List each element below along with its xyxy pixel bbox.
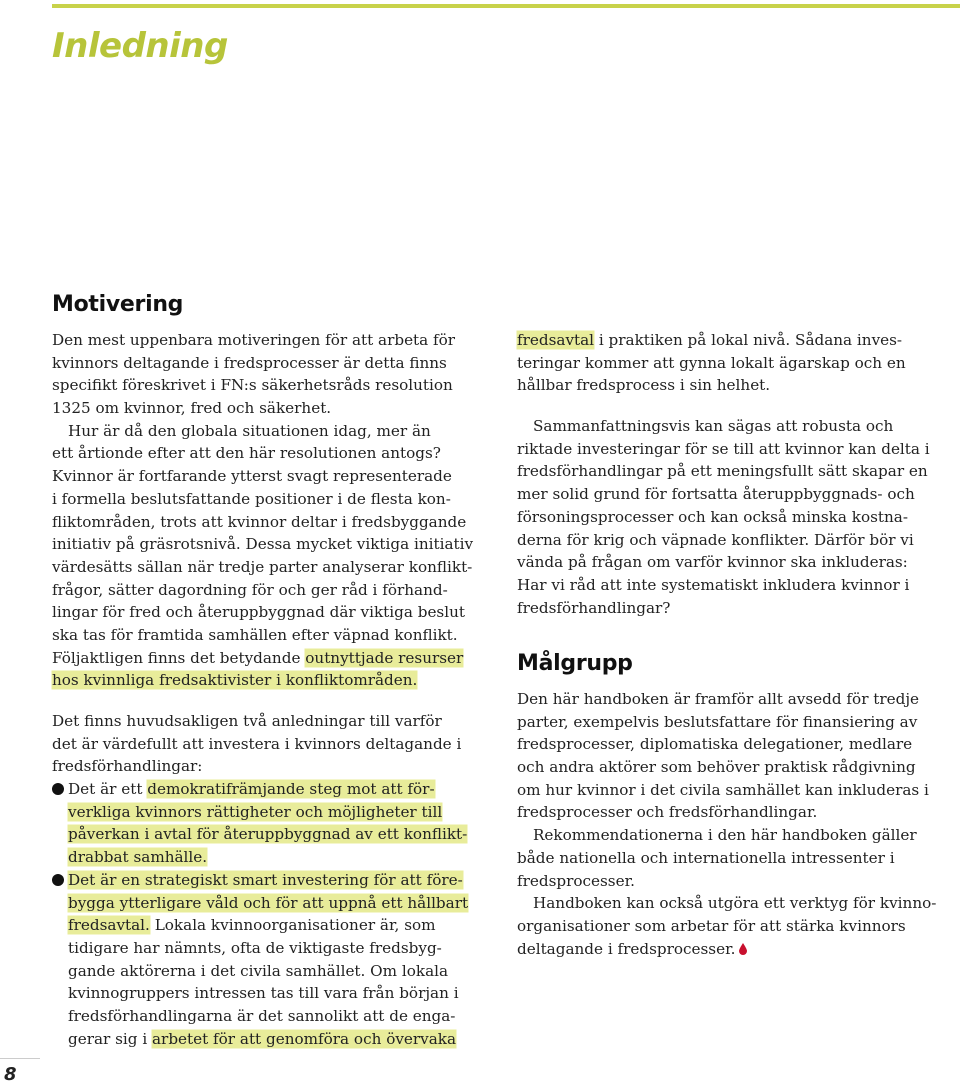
highlighted-text: påverkan i avtal för återuppbyggnad av ett konflikt- bbox=[68, 825, 468, 844]
highlighted-text: outnyttjade resurser bbox=[305, 648, 464, 667]
margin-rule bbox=[0, 1058, 40, 1059]
top-accent-rule bbox=[52, 4, 960, 8]
text-line: ska tas för framtida samhällen efter väpnad konflikt. bbox=[52, 625, 458, 644]
highlighted-text: demokratifrämjande steg mot att för- bbox=[147, 780, 435, 799]
text-line: ett årtionde efter att den här resolutionen antogs? bbox=[52, 444, 441, 463]
text-line: fredsförhandlingar: bbox=[52, 757, 203, 776]
right-column-malgrupp bbox=[517, 688, 936, 960]
text-line: tidigare har nämnts, ofta de viktigaste fredsbyg- bbox=[68, 938, 442, 957]
text-line: Den mest uppenbara motiveringen för att arbeta för bbox=[52, 331, 456, 349]
text-line: Rekommendationerna i den här handboken gäller bbox=[533, 826, 917, 845]
text-line: gande aktörerna i det civila samhället. Om lokala bbox=[68, 961, 449, 980]
bullet-dot-icon bbox=[52, 783, 64, 795]
text-line bbox=[52, 823, 473, 846]
text-line: Handboken kan också utgöra ett verktyg för kvinno- bbox=[533, 894, 937, 913]
text-run: Lokala kvinnoorganisationer är, som bbox=[149, 916, 436, 935]
text-line: lingar för fred och återuppbyggnad där viktiga beslut bbox=[52, 603, 465, 622]
text-line: organisationer som arbetar för att stärka kvinnors bbox=[517, 916, 906, 935]
text-run: gerar sig i bbox=[68, 1029, 152, 1048]
left-column bbox=[52, 329, 473, 1050]
highlighted-text: drabbat samhälle. bbox=[68, 848, 208, 867]
text-line: frågor, sätter dagordning för och ger råd i förhand- bbox=[52, 580, 448, 599]
highlighted-text: verkliga kvinnors rättigheter och möjligheter till bbox=[68, 802, 443, 821]
text-line: och andra aktörer som behöver praktisk rådgivning bbox=[517, 758, 916, 777]
bullet-dot-icon bbox=[52, 874, 64, 886]
text-line bbox=[52, 1028, 473, 1051]
text-line: riktade investeringar för se till att kvinnor kan delta i bbox=[517, 439, 930, 458]
text-line: Sammanfattningsvis kan sägas att robusta och bbox=[533, 417, 894, 436]
highlighted-text: bygga ytterligare våld och för att uppnå ett hållbart bbox=[68, 893, 469, 912]
text-run: Det är ett bbox=[68, 780, 148, 799]
text-line: fredsprocesser. bbox=[517, 871, 635, 890]
text-run: i praktiken på lokal nivå. Sådana inves- bbox=[594, 331, 903, 349]
text-line: parter, exempelvis beslutsfattare för finansiering av bbox=[517, 712, 918, 731]
text-line: fredsprocesser och fredsförhandlingar. bbox=[517, 803, 818, 822]
text-line: försoningsprocesser och kan också minska kostna- bbox=[517, 507, 908, 526]
text-line: kvinnogruppers intressen tas till vara från början i bbox=[68, 984, 459, 1003]
chapter-title: Inledning bbox=[52, 26, 228, 66]
text-line: Det finns huvudsakligen två anledningar till varför bbox=[52, 712, 442, 730]
text-line: fredsförhandlingar på ett meningsfullt sätt skapar en bbox=[517, 462, 928, 481]
text-line: värdesätts sällan när tredje parter analyserar konflikt- bbox=[52, 557, 473, 576]
text-line: Kvinnor är fortfarande ytterst svagt representerade bbox=[52, 467, 452, 486]
text-line bbox=[517, 938, 936, 961]
text-line: vända på frågan om varför kvinnor ska inkluderas: bbox=[517, 553, 908, 572]
text-line bbox=[52, 801, 473, 824]
text-line: specifikt föreskrivet i FN:s säkerhetsråds resolution bbox=[52, 376, 453, 395]
text-line: Hur är då den globala situationen idag, mer än bbox=[68, 421, 431, 440]
right-column bbox=[517, 329, 930, 619]
text-line: fredsförhandlingarna är det sannolikt att de enga- bbox=[68, 1006, 456, 1025]
text-line: kvinnors deltagande i fredsprocesser är detta finns bbox=[52, 353, 447, 372]
text-line: det är värdefullt att investera i kvinnors deltagande i bbox=[52, 734, 462, 753]
bullet-item bbox=[52, 778, 473, 801]
text-line bbox=[52, 914, 473, 937]
text-line: initiativ på gräsrotsnivå. Dessa mycket viktiga initiativ bbox=[52, 535, 474, 554]
text-line: hållbar fredsprocess i sin helhet. bbox=[517, 376, 771, 395]
highlighted-text: fredsavtal bbox=[517, 331, 595, 349]
highlighted-text: Det är en strategiskt smart investering för att före- bbox=[68, 870, 463, 889]
text-line: fliktområden, trots att kvinnor deltar i fredsbyggande bbox=[52, 512, 467, 531]
text-run: Följaktligen finns det betydande bbox=[52, 648, 306, 667]
text-line: om hur kvinnor i det civila samhället kan inkluderas i bbox=[517, 780, 929, 799]
bullet-item bbox=[52, 869, 473, 892]
text-line: teringar kommer att gynna lokalt ägarskap och en bbox=[517, 353, 906, 372]
text-line: 1325 om kvinnor, fred och säkerhet. bbox=[52, 399, 332, 418]
text-line: mer solid grund för fortsatta återuppbyggnads- och bbox=[517, 485, 915, 504]
text-line: derna för krig och väpnade konflikter. Därför bör vi bbox=[517, 530, 914, 549]
text-run: deltagande i fredsprocesser. bbox=[517, 939, 736, 958]
section-heading-motivering: Motivering bbox=[52, 292, 184, 317]
highlighted-text: fredsavtal. bbox=[68, 916, 150, 935]
text-line: fredsförhandlingar? bbox=[517, 598, 671, 617]
page-number: 8 bbox=[4, 1064, 17, 1085]
text-line bbox=[52, 892, 473, 915]
text-line bbox=[52, 669, 473, 692]
text-line bbox=[52, 846, 473, 869]
text-line bbox=[517, 329, 930, 352]
text-line: i formella beslutsfattande positioner i de flesta kon- bbox=[52, 489, 451, 508]
section-heading-malgrupp: Målgrupp bbox=[517, 651, 633, 676]
text-line bbox=[52, 647, 473, 670]
highlighted-text: arbetet för att genomföra och övervaka bbox=[152, 1029, 457, 1048]
text-line: Den här handboken är framför allt avsedd för tredje bbox=[517, 690, 920, 708]
text-line: fredsprocesser, diplomatiska delegationer, medlare bbox=[517, 735, 913, 754]
blood-drop-icon bbox=[739, 943, 747, 955]
text-line: både nationella och internationella intressenter i bbox=[517, 848, 895, 867]
text-line: Har vi råd att inte systematiskt inkludera kvinnor i bbox=[517, 575, 910, 594]
highlighted-text: hos kvinnliga fredsaktivister i konfliktområden. bbox=[52, 671, 418, 690]
